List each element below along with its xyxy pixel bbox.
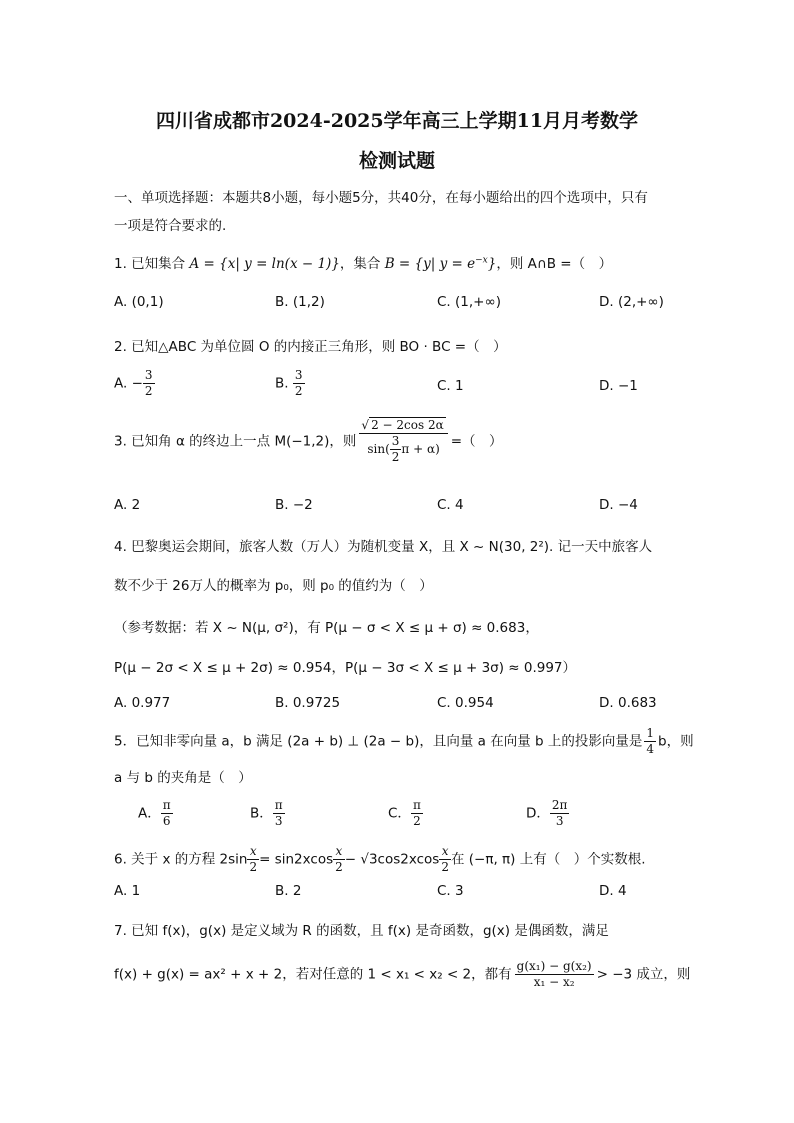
fraction-numerator: 2π: [551, 798, 568, 812]
fraction-denominator: [359, 434, 447, 465]
question-5-option-d-label: D．: [526, 805, 550, 822]
question-3-radicand: 2 − 2cos 2α: [371, 418, 444, 432]
question-1-option-c: C. (1,+∞): [437, 294, 501, 310]
question-2-option-a-label: A. −: [114, 375, 143, 392]
question-2-option-d: D. −1: [599, 378, 638, 394]
fraction-denominator: 4: [646, 742, 655, 756]
question-6-fraction-1: [247, 844, 259, 875]
fraction-denominator: x₁ − x₂: [533, 975, 575, 989]
fraction-denominator: 2: [335, 860, 343, 874]
question-7-part1: f(x) + g(x) = ax² + x + 2，若对任意的 1 < x₁ < x₂ < 2，都有: [114, 966, 512, 983]
question-5-option-b: [250, 798, 285, 829]
question-1-option-b: B. (1,2): [275, 294, 325, 310]
question-2-option-a-fraction: [143, 368, 155, 399]
question-3-prefix: 3. 已知角 α 的终边上一点 M(−1,2)，则: [114, 433, 357, 450]
question-2-option-c: C. 1: [437, 378, 464, 394]
question-4-stem-line2: 数不少于 26万人的概率为 p₀，则 p₀ 的值约为（ ）: [114, 578, 433, 594]
question-5-option-b-fraction: [273, 798, 285, 829]
fraction-denominator: 3: [555, 814, 564, 828]
fraction-numerator: 3: [144, 368, 153, 382]
question-6-fraction-2: [333, 844, 345, 875]
question-6-part3: − √3cos2xcos: [344, 851, 440, 868]
fraction-numerator: π: [162, 798, 171, 812]
fraction-numerator: 1: [646, 726, 655, 740]
question-7-stem-line2: [114, 959, 690, 990]
question-5-option-c-label: C．: [388, 805, 411, 822]
fraction-numerator: x: [439, 844, 451, 860]
question-1-suffix: ，则 A∩B =（ ）: [496, 256, 613, 272]
question-3-option-b: B. −2: [275, 497, 313, 513]
fraction-numerator: 3: [294, 368, 303, 382]
question-4-stem-line1: 4. 巴黎奥运会期间，旅客人数（万人）为随机变量 X，且 X ~ N(30, 2²). 记一天中旅客人: [114, 539, 653, 555]
question-3-den-pre: sin(: [367, 442, 390, 456]
question-2-option-b-fraction: [293, 368, 305, 399]
fraction-numerator: 3: [391, 434, 400, 448]
question-6-option-b: B. 2: [275, 883, 302, 899]
fraction-denominator: 2: [294, 384, 303, 398]
question-5-stem-part1: 5．已知非零向量 a，b 满足 (2a + b) ⊥ (2a − b)，且向量 a 在向量 b 上的投影向量是: [114, 733, 643, 750]
question-5-option-c-fraction: [411, 798, 423, 829]
question-6-option-c: C. 3: [437, 883, 464, 899]
question-1-set-b-end: }: [487, 256, 497, 272]
question-4-reference-line2: P(μ − 2σ < X ≤ μ + 2σ) ≈ 0.954，P(μ − 3σ < X ≤ μ + 3σ) ≈ 0.997）: [114, 660, 577, 676]
question-6-option-a: A. 1: [114, 883, 141, 899]
question-1-mid: ，集合: [339, 256, 385, 272]
question-7-fraction: [515, 959, 594, 990]
fraction-numerator: x: [333, 844, 345, 860]
question-5-option-c: [388, 798, 423, 829]
question-4-option-c: C. 0.954: [437, 695, 494, 711]
fraction-denominator: 2: [144, 384, 153, 398]
question-6-part2: = sin2xcos: [259, 851, 334, 868]
fraction-denominator: 2: [441, 860, 449, 874]
question-1-set-b-exponent: −x: [475, 255, 488, 266]
question-5-fraction: [644, 726, 656, 757]
question-5-option-d-fraction: [550, 798, 570, 829]
question-3-suffix: =（ ）: [450, 433, 503, 450]
question-1-set-a: A = {x| y = ln(x − 1)}: [189, 256, 340, 272]
exam-title-line2: 检测试题: [358, 150, 435, 172]
question-6-option-d: D. 4: [599, 883, 627, 899]
question-4-option-b: B. 0.9725: [275, 695, 341, 711]
exam-title-line1: 四川省成都市2024-2025学年高三上学期11月月考数学: [155, 110, 639, 132]
question-3-den-post: π + α): [401, 442, 440, 456]
fraction-denominator: 2: [413, 814, 421, 828]
question-3-fraction: [359, 418, 447, 465]
question-7-stem-line1: 7. 已知 f(x)，g(x) 是定义域为 R 的函数，且 f(x) 是奇函数，g(x) 是偶函数，满足: [114, 923, 609, 939]
question-3-stem: [114, 418, 503, 465]
section-instructions-line1: 一、单项选择题：本题共8小题，每小题5分，共40分，在每小题给出的四个选项中，只有: [114, 190, 648, 206]
section-instructions-line2: 一项是符合要求的.: [114, 218, 227, 234]
question-6-part1: 6. 关于 x 的方程 2sin: [114, 851, 248, 868]
question-5-option-a-label: A．: [138, 805, 161, 822]
fraction-numerator: g(x₁) − g(x₂): [516, 959, 592, 973]
question-5-option-b-label: B．: [250, 805, 273, 822]
question-5-stem-line1: [114, 726, 694, 757]
question-2-stem: 2. 已知△ABC 为单位圆 O 的内接正三角形，则 BO · BC =（ ）: [114, 339, 507, 355]
question-1-option-a: A. (0,1): [114, 294, 164, 310]
fraction-numerator: √ 2 − 2cos 2α: [359, 418, 447, 434]
question-4-option-a: A. 0.977: [114, 695, 171, 711]
question-6-stem: [114, 844, 646, 875]
fraction-numerator: π: [274, 798, 283, 812]
question-3-option-d: D. −4: [599, 497, 638, 513]
fraction-denominator: 2: [249, 860, 258, 874]
question-4-option-d: D. 0.683: [599, 695, 657, 711]
question-2-option-a: [114, 368, 155, 399]
question-6-part4: 在 (−π, π) 上有（ ）个实数根.: [450, 851, 646, 868]
question-7-part2: > −3 成立，则: [596, 966, 691, 983]
fraction-numerator: π: [412, 798, 421, 812]
fraction-denominator: 2: [391, 450, 400, 464]
question-3-option-a: A. 2: [114, 497, 141, 513]
question-1-prefix: 1. 已知集合: [114, 256, 190, 272]
question-1-option-d: D. (2,+∞): [599, 294, 664, 310]
fraction-denominator: 3: [274, 814, 283, 828]
question-3-option-c: C. 4: [437, 497, 464, 513]
question-5-stem-part2: b，则: [658, 733, 694, 750]
question-1-set-b: B = {y| y = e: [384, 256, 476, 272]
question-5-option-a-fraction: [161, 798, 173, 829]
question-6-fraction-3: [439, 844, 451, 875]
question-5-stem-line2: a 与 b 的夹角是（ ）: [114, 770, 252, 786]
question-5-option-d: [526, 798, 569, 829]
question-4-reference-line1: （参考数据：若 X ~ N(μ, σ²)，有 P(μ − σ < X ≤ μ + σ) ≈ 0.683，: [114, 620, 539, 636]
question-1-stem: [114, 252, 612, 272]
question-3-inner-fraction: [390, 434, 402, 465]
fraction-denominator: 6: [162, 814, 171, 828]
question-2-option-b: [275, 368, 305, 399]
question-2-option-b-label: B.: [275, 375, 293, 392]
fraction-numerator: x: [247, 844, 259, 860]
question-5-option-a: [138, 798, 173, 829]
